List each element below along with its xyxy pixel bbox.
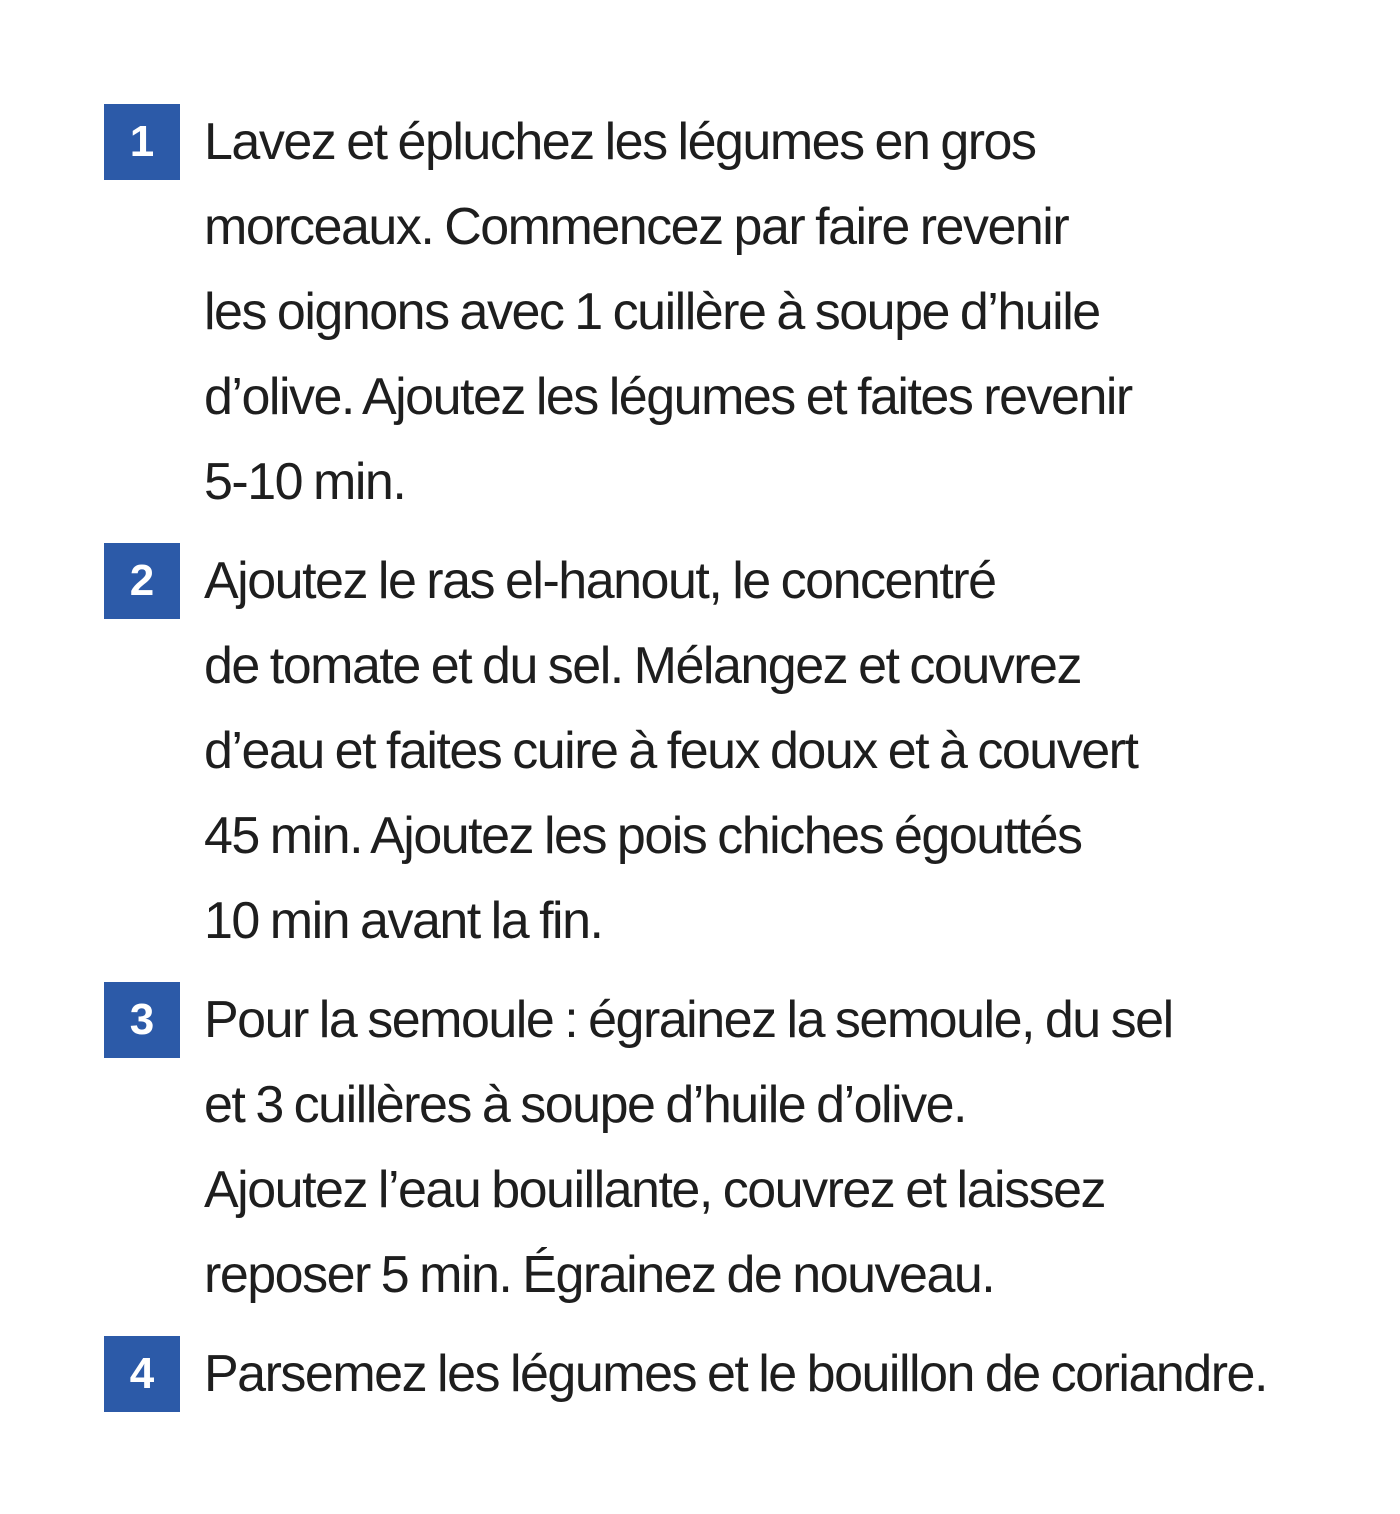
step-number-badge: 2 — [104, 543, 180, 619]
recipe-step — [104, 100, 1374, 525]
step-text-line: 45 min. Ajoutez les pois chiches égouttés — [204, 807, 1082, 865]
step-text-line: reposer 5 min. Égrainez de nouveau. — [204, 1246, 995, 1304]
step-text-line: les oignons avec 1 cuillère à soupe d’huile — [204, 283, 1100, 341]
recipe-step — [104, 978, 1374, 1318]
step-text — [204, 100, 1374, 525]
step-text-line: Lavez et épluchez les légumes en gros — [204, 113, 1036, 171]
step-text-line: 5-10 min. — [204, 453, 406, 511]
step-text-line: Parsemez les légumes et le bouillon de coriandre. — [204, 1345, 1267, 1403]
step-text-line: Ajoutez le ras el-hanout, le concentré — [204, 552, 996, 610]
step-text-line: de tomate et du sel. Mélangez et couvrez — [204, 637, 1081, 695]
step-text — [204, 978, 1374, 1318]
step-text-line: Pour la semoule : égrainez la semoule, du sel — [204, 991, 1173, 1049]
recipe-steps-list — [104, 100, 1374, 1417]
step-text — [204, 1332, 1374, 1417]
step-text-line: Ajoutez l’eau bouillante, couvrez et laissez — [204, 1161, 1106, 1219]
recipe-step — [104, 539, 1374, 964]
step-number-badge: 4 — [104, 1336, 180, 1412]
step-number-badge: 3 — [104, 982, 180, 1058]
step-text-line: d’eau et faites cuire à feux doux et à couvert — [204, 722, 1138, 780]
step-number-badge: 1 — [104, 104, 180, 180]
step-text-line: et 3 cuillères à soupe d’huile d’olive. — [204, 1076, 967, 1134]
recipe-step — [104, 1332, 1374, 1417]
step-text-line: 10 min avant la fin. — [204, 892, 603, 950]
step-text-line: d’olive. Ajoutez les légumes et faites revenir — [204, 368, 1132, 426]
step-text — [204, 539, 1374, 964]
step-text-line: morceaux. Commencez par faire revenir — [204, 198, 1069, 256]
